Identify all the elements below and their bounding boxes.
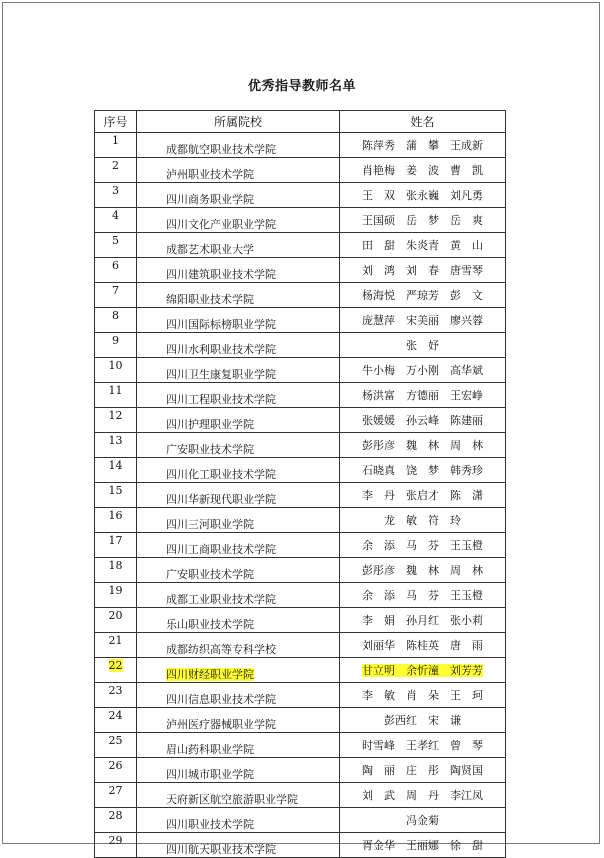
table-row (95, 258, 506, 283)
row-school: 四川工程职业技术学院 (166, 393, 276, 406)
header-index: 序号 (95, 111, 137, 133)
table-row (95, 133, 506, 158)
row-school: 四川护理职业学院 (166, 418, 254, 431)
row-school: 四川国际标榜职业学院 (166, 318, 276, 331)
row-index: 14 (108, 459, 123, 472)
row-school: 成都艺术职业大学 (166, 243, 254, 256)
table-row (95, 283, 506, 308)
row-index: 27 (108, 784, 123, 797)
row-school: 泸州医疗器械职业学院 (166, 718, 276, 731)
row-names: 刘 鸿 刘 春 唐雪琴 (362, 263, 483, 277)
row-names: 余 添 马 芬 王玉橙 (362, 538, 483, 552)
row-school: 四川华新现代职业学院 (166, 493, 276, 506)
row-school: 四川信息职业技术学院 (166, 693, 276, 706)
row-names: 李 敏 肖 朵 王 珂 (362, 688, 483, 702)
row-index: 15 (108, 484, 123, 497)
table-header-row (95, 111, 506, 133)
row-names: 陶 丽 庄 彤 陶贤国 (362, 763, 483, 777)
row-school: 四川文化产业职业学院 (166, 218, 276, 231)
row-index: 24 (108, 709, 123, 722)
row-school: 成都纺织高等专科学校 (166, 643, 276, 656)
row-index: 18 (108, 559, 123, 572)
table-row (95, 808, 506, 833)
row-index: 22 (108, 659, 123, 672)
row-school: 眉山药科职业学院 (166, 743, 254, 756)
row-index: 9 (112, 334, 119, 347)
row-names: 刘丽华 陈桂英 唐 雨 (362, 638, 483, 652)
table-row (95, 608, 506, 633)
table-row (95, 233, 506, 258)
table-row (95, 308, 506, 333)
row-index: 11 (108, 384, 123, 397)
row-school: 广安职业技术学院 (166, 568, 254, 581)
row-names: 石晓真 饶 梦 韩秀珍 (362, 463, 483, 477)
table-row (95, 508, 506, 533)
row-index: 26 (108, 759, 123, 772)
row-names: 李 娟 孙月红 张小莉 (362, 613, 483, 627)
row-index: 16 (108, 509, 123, 522)
row-index: 3 (112, 184, 119, 197)
row-index: 19 (108, 584, 123, 597)
row-index: 5 (112, 234, 119, 247)
row-school: 四川财经职业学院 (166, 668, 254, 681)
table-row (95, 708, 506, 733)
table-row (95, 383, 506, 408)
row-index: 2 (112, 159, 119, 172)
table-row (95, 358, 506, 383)
row-school: 成都航空职业技术学院 (166, 143, 276, 156)
header-school: 所属院校 (137, 111, 340, 133)
row-school: 四川建筑职业技术学院 (166, 268, 276, 281)
row-names: 牛小梅 万小刚 高华斌 (362, 363, 483, 377)
row-index: 4 (112, 209, 119, 222)
row-school: 四川卫生康复职业学院 (166, 368, 276, 381)
row-index: 20 (108, 609, 123, 622)
row-names: 杨海悦 严琼芳 彭 文 (362, 288, 483, 302)
table-row (95, 433, 506, 458)
table-row (95, 483, 506, 508)
row-school: 泸州职业技术学院 (166, 168, 254, 181)
row-names: 余 添 马 芬 王玉橙 (362, 588, 483, 602)
row-index: 21 (108, 634, 123, 647)
row-index: 17 (108, 534, 123, 547)
row-index: 6 (112, 259, 119, 272)
row-index: 25 (108, 734, 123, 747)
row-index: 8 (112, 309, 119, 322)
table-row (95, 183, 506, 208)
row-index: 7 (112, 284, 119, 297)
row-school: 绵阳职业技术学院 (166, 293, 254, 306)
row-index: 13 (108, 434, 123, 447)
row-school: 四川化工职业技术学院 (166, 468, 276, 481)
table-row (95, 658, 506, 683)
row-index: 28 (108, 809, 123, 822)
table-row (95, 533, 506, 558)
row-school: 成都工业职业技术学院 (166, 593, 276, 606)
row-school: 四川商务职业学院 (166, 193, 254, 206)
row-index: 1 (112, 134, 119, 147)
table-row (95, 333, 506, 358)
row-school: 四川工商职业技术学院 (166, 543, 276, 556)
row-school: 天府新区航空旅游职业学院 (166, 793, 298, 806)
row-names: 时雪峰 王孝红 曾 琴 (362, 738, 483, 752)
row-school: 乐山职业技术学院 (166, 618, 254, 631)
table-row (95, 208, 506, 233)
row-names: 张媛媛 孙云峰 陈建丽 (362, 413, 483, 427)
row-school: 四川三河职业学院 (166, 518, 254, 531)
row-school: 四川职业技术学院 (166, 818, 254, 831)
row-names: 陈萍秀 蒲 攀 王成新 (362, 138, 483, 152)
table-row (95, 833, 506, 858)
row-names: 彭彤彦 魏 林 周 林 (362, 563, 483, 577)
row-names: 李 丹 张启才 陈 潇 (362, 488, 483, 502)
row-names: 彭彤彦 魏 林 周 林 (362, 438, 483, 452)
table-row (95, 408, 506, 433)
table-row (95, 758, 506, 783)
row-school: 四川水利职业技术学院 (166, 343, 276, 356)
table-row (95, 783, 506, 808)
row-index: 10 (108, 359, 123, 372)
row-names: 张 妤 (406, 338, 439, 352)
page-title: 优秀指导教师名单 (247, 79, 356, 94)
row-names: 龙 敏 符 玲 (384, 513, 461, 527)
table-row (95, 158, 506, 183)
table-row (95, 633, 506, 658)
table-row (95, 558, 506, 583)
row-names: 甘立明 余忻潼 刘芳芳 (362, 663, 483, 677)
row-school: 广安职业技术学院 (166, 443, 254, 456)
row-school: 四川航天职业技术学院 (166, 843, 276, 856)
row-names: 王 双 张永巍 刘凡勇 (362, 188, 483, 202)
row-index: 12 (108, 409, 123, 422)
row-names: 田 甜 朱炎青 黄 山 (362, 238, 483, 252)
row-names: 冯金菊 (406, 813, 439, 827)
row-index: 29 (108, 834, 123, 847)
row-index: 23 (108, 684, 123, 697)
row-names: 刘 武 周 丹 李江凤 (362, 788, 483, 802)
row-school: 四川城市职业学院 (166, 768, 254, 781)
row-names: 胥金华 王丽娜 徐 甜 (362, 838, 483, 852)
row-names: 庞慧萍 宋美丽 廖兴蓉 (362, 313, 483, 327)
row-names: 杨洪富 方德丽 王宏峥 (362, 388, 483, 402)
table-row (95, 458, 506, 483)
row-names: 肖艳梅 姜 波 曹 凯 (362, 163, 483, 177)
table-row (95, 583, 506, 608)
table-row (95, 733, 506, 758)
header-names: 姓名 (340, 111, 506, 133)
table-row (95, 683, 506, 708)
row-names: 王国硕 岳 梦 岳 爽 (362, 213, 483, 227)
teacher-table (94, 110, 506, 858)
row-names: 彭西红 宋 谦 (384, 713, 461, 727)
